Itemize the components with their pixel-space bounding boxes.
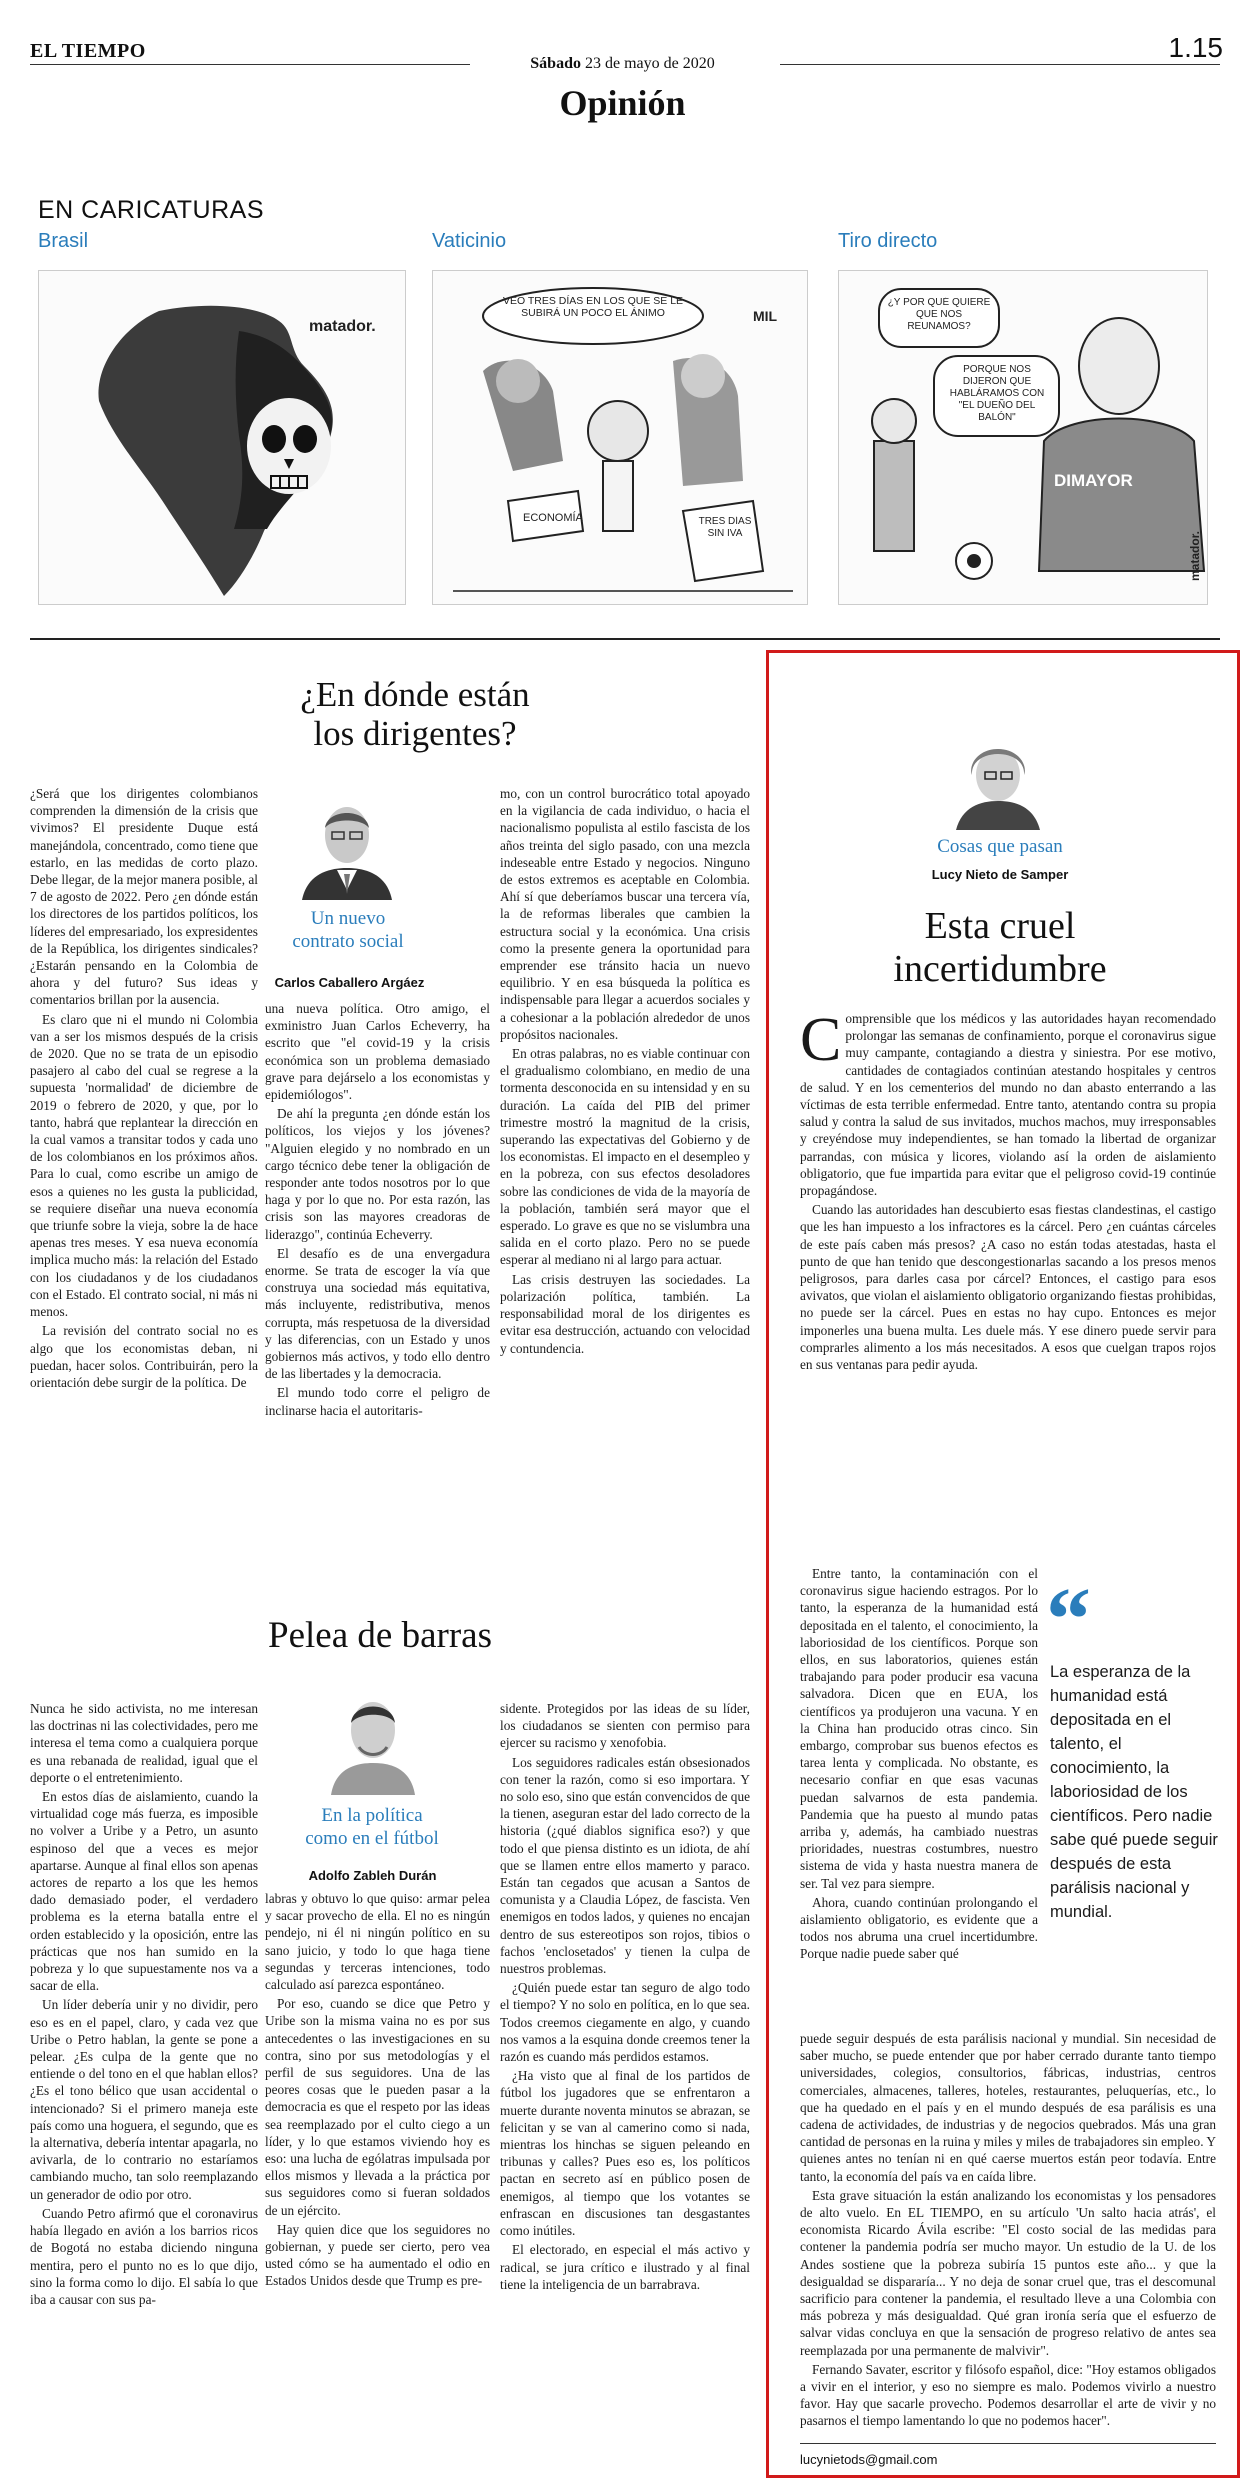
article2-col1-p4: Cuando Petro afirmó que el coronavirus había llegado en avión a los barrios ricos de Bogotá no estaba diciendo ninguna mentira, pero el punto no es lo que dijo, sino la forma como lo dijo. El sabía lo que iba a causar con sus pa- xyxy=(30,2205,258,2307)
article1-column-2 xyxy=(265,1000,490,1575)
article3-p3: Entre tanto, la contaminación con el coronavirus sigue haciendo estragos. Por lo tanto, la esperanza de la humanidad está depositada en el talento, el conocimiento, la laboriosidad de los científicos. Porque son ellos, en sus laboratorios, quienes están trabajando para poder producir esa vacuna salvadora. Dicen que en EUA, los científicos ya produjeron una vacuna. Y en la China han producido otras cinco. Sin embargo, comprobar sus buenos efectos es tarea lenta y complicada. No obstante, es necesario confiar en que esas vacunas puedan salvarnos de esta pandemia. Pandemia que ha puesto al mundo patas arriba y, además, ha cambiado nuestras prioridades, nuestras costumbres, nuestro sistema de vida y hasta nuestra manera de ser. Tal vez para siempre. xyxy=(800,1566,1038,1891)
article2-col3-p3: ¿Quién puede estar tan seguro de algo todo el tiempo? Y no solo en política, en lo que sea. Todos creemos ciegamente en algo, y cuando nos vamos a la esquina donde creemos tener la razón es cuando más perdidos estamos. xyxy=(500,1980,750,2065)
cartoon-vaticinio xyxy=(432,270,808,605)
article1-author: Carlos Caballero Argáez xyxy=(274,975,425,990)
article2-col2-p2: Por eso, cuando se dice que Petro y Uribe son la misma vaina no es por sus antecedentes o las investigaciones en su contra, sino por sus metodologías y el perfil de sus seguidores. Una de las peores cosas que le pueden pasar a la democracia es que el respeto por las ideas sea reemplazado por el culto ciego a un líder, y lo que estamos viviendo hoy es eso: una lucha de ególatras impulsada por ellos mismos y llevada a la práctica por sus seguidores como si fueran soldados de un ejército. xyxy=(265,1996,490,2218)
article2-column-name xyxy=(292,1805,452,1851)
article2-column-line2: como en el fútbol xyxy=(305,1827,439,1849)
article2-col3-p1: sidente. Protegidos por las ideas de su líder, los ciudadanos se sienten con permiso para ejercer su racismo y xenofobia. xyxy=(500,1701,750,1751)
caricaturas-header: EN CARICATURAS xyxy=(38,196,265,224)
cartoon-vaticinio-bubble: VEO TRES DÍAS EN LOS QUE SE LE SUBIRÁ UN POCO EL ÁNIMO xyxy=(502,295,684,319)
section-divider xyxy=(30,638,1220,640)
article1-column-name xyxy=(268,908,428,954)
article2-column-1 xyxy=(30,1700,258,2480)
article1-column-line2: contrato social xyxy=(292,930,404,952)
article2-col3-p4: ¿Ha visto que al final de los partidos de fútbol los jugadores que se enfrentaron a muerte durante noventa minutos se abrazan, se felicitan y se van al camerino como si nada, mientras los hinchas se siguen peleando en tribunas y calles? Pues eso es, los políticos pactan en secreto así en público posen de enemigos, al tiempo que los votantes se enfrascan en discusiones tan desgastantes como inútiles. xyxy=(500,2068,750,2239)
article3-p4: Ahora, cuando continúan prolongando el aislamiento obligatorio, es evidente que a todos nos abruma una cruel incertidumbre. Porque nadie puede saber qué xyxy=(800,1894,1038,1962)
article1-col2-p2: De ahí la pregunta ¿en dónde están los políticos, los viejos y los jóvenes? "Alguien elegido y no nombrado en un cargo técnico debe tener la obligación de responder ante todos nosotros por lo que haga y por lo que no. Por esta razón, las crisis son las mayores creadoras de liderazgo", continúa Echeverry. xyxy=(265,1106,490,1242)
avatar xyxy=(948,735,1048,830)
article1-col2-p1: una nueva política. Otro amigo, el exministro Juan Carlos Echeverry, ha escrito que "el covid-19 y la crisis económica son un problema demasiado grave para dejárselo a los economistas y epidemiólogos". xyxy=(265,1001,490,1103)
article1-column-3 xyxy=(500,785,750,1575)
article1-title-line2: los dirigentes? xyxy=(313,714,517,754)
article1-author-photo xyxy=(292,790,402,900)
article1-col1-p3: La revisión del contrato social no es algo que los economistas deban, ni puedan, hacer solos. Contribuirán, pero la orientación debe surgir de la política. De xyxy=(30,1323,258,1390)
article2-author: Adolfo Zableh Durán xyxy=(308,1868,437,1883)
article2-col1-p3: Un líder debería unir y no dividir, pero eso es en el papel, claro, y cada vez que Uribe o Petro hablan, la gente se pone a pelear. ¿Es culpa de la gente que no entiende o del tono en el que hablan ellos? ¿Es el tono bélico que usan accidental o intencionado? Si el primero maneja este país como una hoguera, el segundo, que es la alternativa, debería intentar apagarla, no avivarla, de lo contrario no estaríamos cambiando mucho, tan solo reemplazando un generador de odio por otro. xyxy=(30,1997,258,2202)
article2-column-line1: En la política xyxy=(321,1805,423,1826)
cartoon-tiro-signature: matador. xyxy=(1188,530,1202,581)
article3-bottom-text xyxy=(800,2030,1216,2435)
article2-column-3 xyxy=(500,1700,750,2480)
cartoon-vaticinio-tag-economia: ECONOMÍA xyxy=(523,512,583,524)
cartoon-tiro-bubble-2: PORQUE NOS DIJERON QUE HABLÁRAMOS CON "EL DUEÑO DEL BALÓN" xyxy=(949,364,1045,423)
article2-col3-p2: Los seguidores radicales están obsesionados con tener la razón, como si eso importara. Y no solo eso, sino que están convencidos de que la tienen, aseguran estar del lado correcto de la historia (¿qué diablos significa eso?) y que todo el que piensa distinto es un idiota, de ahí que se llamen entre ellos mamerto y paraco. Están tan cegados que acusan a Santos de comunista y a Claudia López, de fascista. Ven enemigos en todos lados, y quienes no encajan dentro de sus estereotipos son rojos, tibios o fachos 'enclosetados' y tienen la culpa de nuestros problemas. xyxy=(500,1754,750,1977)
article2-column-2 xyxy=(265,1890,490,2480)
newspaper-brand: EL TIEMPO xyxy=(30,40,146,62)
article3-p2: Cuando las autoridades han descubierto esas fiestas clandestinas, el castigo que les han impuesto a los infractores es la cárcel. Pero ¿en cuántas cárceles de este país caben más presos? ¿A caso no están todas atestadas, hasta el punto de que han tenido que descongestionarlas sacando a los presos menos peligrosos, para darles casa por cárcel? Entonces, el castigo para esos avivatos, que violan el aislamiento obligatorio organizando fiestas prohibidas, no puede ser la cárcel. Pues en estas no hay cupo. Entonces es mejor imponerles una buena multa. Les duele más. Y ese dinero puede servir para comprarles alimento a los más necesitados. A esos que cuelgan trapos rojos en sus ventanas para pedir ayuda. xyxy=(800,1202,1216,1373)
cartoon-brasil-drawing xyxy=(39,271,406,605)
cartoon-label-vaticinio: Vaticinio xyxy=(432,230,507,252)
article3-p1 xyxy=(800,1010,1216,1199)
cartoon-tiro-bubble-1: ¿Y POR QUÉ QUIERE QUE NOS REUNAMOS? xyxy=(887,297,991,332)
article3-title-line1: Esta cruel xyxy=(924,905,1076,947)
author-email-link[interactable]: lucynietods@gmail.com xyxy=(800,2452,938,2467)
article3-narrow-text xyxy=(800,1565,1038,2030)
cartoon-brasil xyxy=(38,270,406,605)
quote-icon: “ xyxy=(1046,1570,1091,1669)
article3-p7: Fernando Savater, escritor y filósofo español, dice: "Hoy estamos obligados a vivir en el interior, y eso no siempre es malo. Podemos vivirlo a nuestro favor. Hay que sacarle provecho. Podemos desarrollar el arte de vivir y no pasarnos el tiempo lamentando lo que no podemos hacer". xyxy=(800,2361,1216,2429)
section-title: Opinión xyxy=(559,83,686,123)
article2-col2-p1: labras y obtuvo lo que quiso: armar pelea y sacar provecho de ella. El no es ningún pendejo, ni él ni ningún político en su sano juicio, y todo lo que haga tiene segundas y terceras intenciones, todo calculado así parezca espontáneo. xyxy=(265,1891,490,1993)
article3-dropcap: C xyxy=(800,1010,842,1074)
article3-column-name: Cosas que pasan xyxy=(937,836,1063,857)
cartoon-tiro-directo-drawing xyxy=(839,271,1208,605)
article2-title: Pelea de barras xyxy=(268,1615,492,1656)
page-number: 1.15 xyxy=(1168,32,1223,63)
cartoon-label-brasil: Brasil xyxy=(38,230,89,252)
date-day: Sábado xyxy=(530,55,581,72)
cartoon-tiro-shirt: DIMAYOR xyxy=(1054,471,1133,490)
masthead-rule-right xyxy=(780,64,1220,65)
cartoon-vaticinio-signature: MIL xyxy=(753,308,778,324)
article3-p6: Esta grave situación la están analizando los economistas y los pensadores de alto vuelo. En EL TIEMPO, en su artículo 'Un salto hacia atrás', el economista Ricardo Ávila escribe: "El costo social de las medidas para contener la pandemia podría ser mucho mayor. Un estudio de la U. de los Andes sostiene que la pobreza subiría 15 puntos este año... y que la desigualdad se dispararía... Y no deja de sonar cruel que, tras el descomunal sacrificio para contener la pandemia, el resultado lleve a una Colombia con más pobreza y más desigualdad. Qué gran ironía sería que el esfuerzo de salvar vidas concluya en que la sensación de progreso relativo de antes sea reemplazada por una permanente de malvivir". xyxy=(800,2187,1216,2358)
article3-top-text xyxy=(800,1010,1216,1565)
cartoon-vaticinio-tag-iva: TRES DÍAS SIN IVA xyxy=(698,516,752,539)
article3-author-photo xyxy=(948,735,1048,830)
article2-col3-p5: El electorado, en especial el más activo y radical, se jura crítico e ilustrado y al final tiene la inteligencia de un barrabrava. xyxy=(500,2242,750,2292)
article1-col2-p4: El mundo todo corre el peligro de inclinarse hacia el autoritaris- xyxy=(265,1385,490,1418)
cartoon-label-tiro-directo: Tiro directo xyxy=(838,230,938,252)
avatar xyxy=(323,1685,423,1795)
article1-title xyxy=(215,675,615,753)
article3-title xyxy=(800,905,1200,990)
article1-col1-p1: ¿Será que los dirigentes colombianos comprenden la dimensión de la crisis que vivimos? El presidente Duque está manejándola, concentrado, como tiene que estarlo, en las medidas de corto plazo. Debe llegar, de la mejor manera posible, al 7 de agosto de 2022. Pero ¿en dónde están los directores de los partidos políticos, los líderes del empresariado, los expresidentes de la República, los dirigentes sindicales? ¿Estarán pensando en la Colombia de ahora y del futuro? Sus ideas y comentarios brillan por la ausencia. xyxy=(30,786,258,1008)
article1-column-1 xyxy=(30,785,258,1575)
article1-column-line1: Un nuevo xyxy=(310,908,386,929)
article3-pullquote: La esperanza de la humanidad está depositada en el talento, el conocimiento, la laboriosidad de los científicos. Pero nadie sabe qué puede seguir después de esta parálisis nacional y mundial. xyxy=(1050,1663,1218,1921)
article1-col3-p1: mo, con un control burocrático total apoyado en la vigilancia de cada individuo, o hacia el nacionalismo populista al estilo fascista de los años treinta del siglo pasado, con una mezcla indeseable entre Estado y negocios. Ninguno de estos extremos es aceptable en Colombia. Ahí sí que deberíamos buscar una tercera vía, la de reformas liberales que cambien la estructura social y la económica. Una crisis como la presente genera la oportunidad para emprender ese tránsito hacia un nuevo equilibrio. Y en esa búsqueda la política es indispensable para llegar a acuerdos sociales y a cohesionar a la población alrededor de unos propósitos nacionales. xyxy=(500,786,750,1042)
date-rest: 23 de mayo de 2020 xyxy=(584,55,715,72)
article2-col2-p3: Hay quien dice que los seguidores no gobiernan, y puede ser cierto, pero vea usted cómo se ha aumentado el odio en Estados Unidos desde que Trump es pre- xyxy=(265,2221,490,2289)
article2-author-photo xyxy=(323,1685,423,1795)
cartoon-brasil-signature: matador. xyxy=(309,318,376,335)
article1-col3-p3: Las crisis destruyen las sociedades. La polarización política, también. La responsabilidad moral de los dirigentes es evitar esa destrucción, actuando con velocidad y contundencia. xyxy=(500,1271,750,1356)
article3-p5: puede seguir después de esta parálisis nacional y mundial. Sin necesidad de saber mucho, se puede entender que por haber cerrado durante tanto tiempo universidades, colegios, consultorios, fábricas, industrias, centros comerciales, almacenes, talleres, hoteles, restaurantes, peluquerías, etc., lo que ha quedado en el país y en el mundo después de esa parálisis es una cadena de actividades, de industrias y de negocios quebrados. Más una gran cantidad de personas en la ruina y miles y miles de trabajadores sin empleo. Y quienes antes no tenían ni en qué caerse muertos están peor todavía. Entre tanto, la economía del país va en caída libre. xyxy=(800,2031,1216,2184)
article1-col1-p2: Es claro que ni el mundo ni Colombia van a ser los mismos después de la crisis de 2020. Que no se trata de un episodio pasajero al cabo del cual se regrese a la supuesta 'normalidad' de diciembre de 2019 o febrero de 2020, y que, por lo tanto, habrá que replantear la dirección en la cual vamos a transitar todos y cada uno de los colombianos en los próximos años. Para lo cual, como escribe un amigo de esos a quienes no les gusta la publicidad, se requiere diseñar una nueva economía que triunfe sobre la vieja, sobre la de hace apenas tres meses. Y esa nueva economía implica mucho más: la relación del Estado con los ciudadanos y de los ciudadanos con el Estado. El contrato social, ni más ni menos. xyxy=(30,1011,258,1320)
cartoon-tiro-directo xyxy=(838,270,1208,605)
cartoon-vaticinio-drawing xyxy=(433,271,808,605)
article3-title-line2: incertidumbre xyxy=(893,947,1107,990)
article3-author: Lucy Nieto de Samper xyxy=(931,867,1069,882)
email-rule xyxy=(800,2443,1216,2444)
article1-col3-p2: En otras palabras, no es viable continuar con el gradualismo colombiano, en medio de una tormenta desconocida en su intensidad y en su duración. La caída del PIB del primer trimestre mostró la magnitud de la crisis, superando las expectativas del Gobierno y de los economistas. El impacto en el desempleo y en la pobreza, con sus efectos desoladores sobre las condiciones de vida de la mayoría de la población, también será mayor que el esperado. Lo grave es que no se vislumbra una salida en el corto plazo. Pero no se puede esperar al mediano ni al largo para actuar. xyxy=(500,1046,750,1268)
article3-p1-text: omprensible que los médicos y las autoridades hayan recomendado prolongar las semanas de confinamiento, porque el coronavirus sigue muy campante, contagiando a diestra y siniestra. Por ese motivo, cantidades de contagiados continúan atestando hospitales y centros de salud. Y en los cementerios del mundo no dan abasto enterrando a las víctimas de esta terrible enfermedad. Entre tanto, atentando contra su propia salud y contra la salud de sus invitados, muchos machos, muy irresponsables y creyéndose muy independientes, se han tomado la libertad de organizar parrandas, con música y licores, violando así la orden de aislamiento obligatorio, que fue impartida para evitar que el peligroso covid-19 continúe propagándose. xyxy=(800,1011,1216,1199)
avatar xyxy=(292,790,402,900)
article2-col1-p1: Nunca he sido activista, no me interesan las doctrinas ni las colectividades, pero me interesa el tema como a cualquiera porque es una rebanada de realidad, igual que el deporte o el entretenimiento. xyxy=(30,1701,258,1785)
article1-col2-p3: El desafío es de una envergadura enorme. Se trata de escoger la vía que construya una sociedad más equitativa, más incluyente, redistributiva, menos corrupta, más respetuosa de la diversidad y las diferencias, con un Estado y unos gobiernos más activos, y todo ello dentro de las libertades y la democracia. xyxy=(265,1245,490,1382)
article2-col1-p2: En estos días de aislamiento, cuando la virtualidad coge más fuerza, es imposible no volver a Uribe y a Petro, un asunto espinoso del que a veces es mejor apartarse. Aunque al final ellos son apenas actores de reparto a los que les hemos dado demasiado poder, el verdadero problema es la eterna batalla entre el orden establecido y la oposición, entre las prácticas que nos han sumido en la pobreza y lo que supuestamente nos va a sacar de ella. xyxy=(30,1789,258,1994)
article1-title-line1: ¿En dónde están xyxy=(300,675,530,714)
